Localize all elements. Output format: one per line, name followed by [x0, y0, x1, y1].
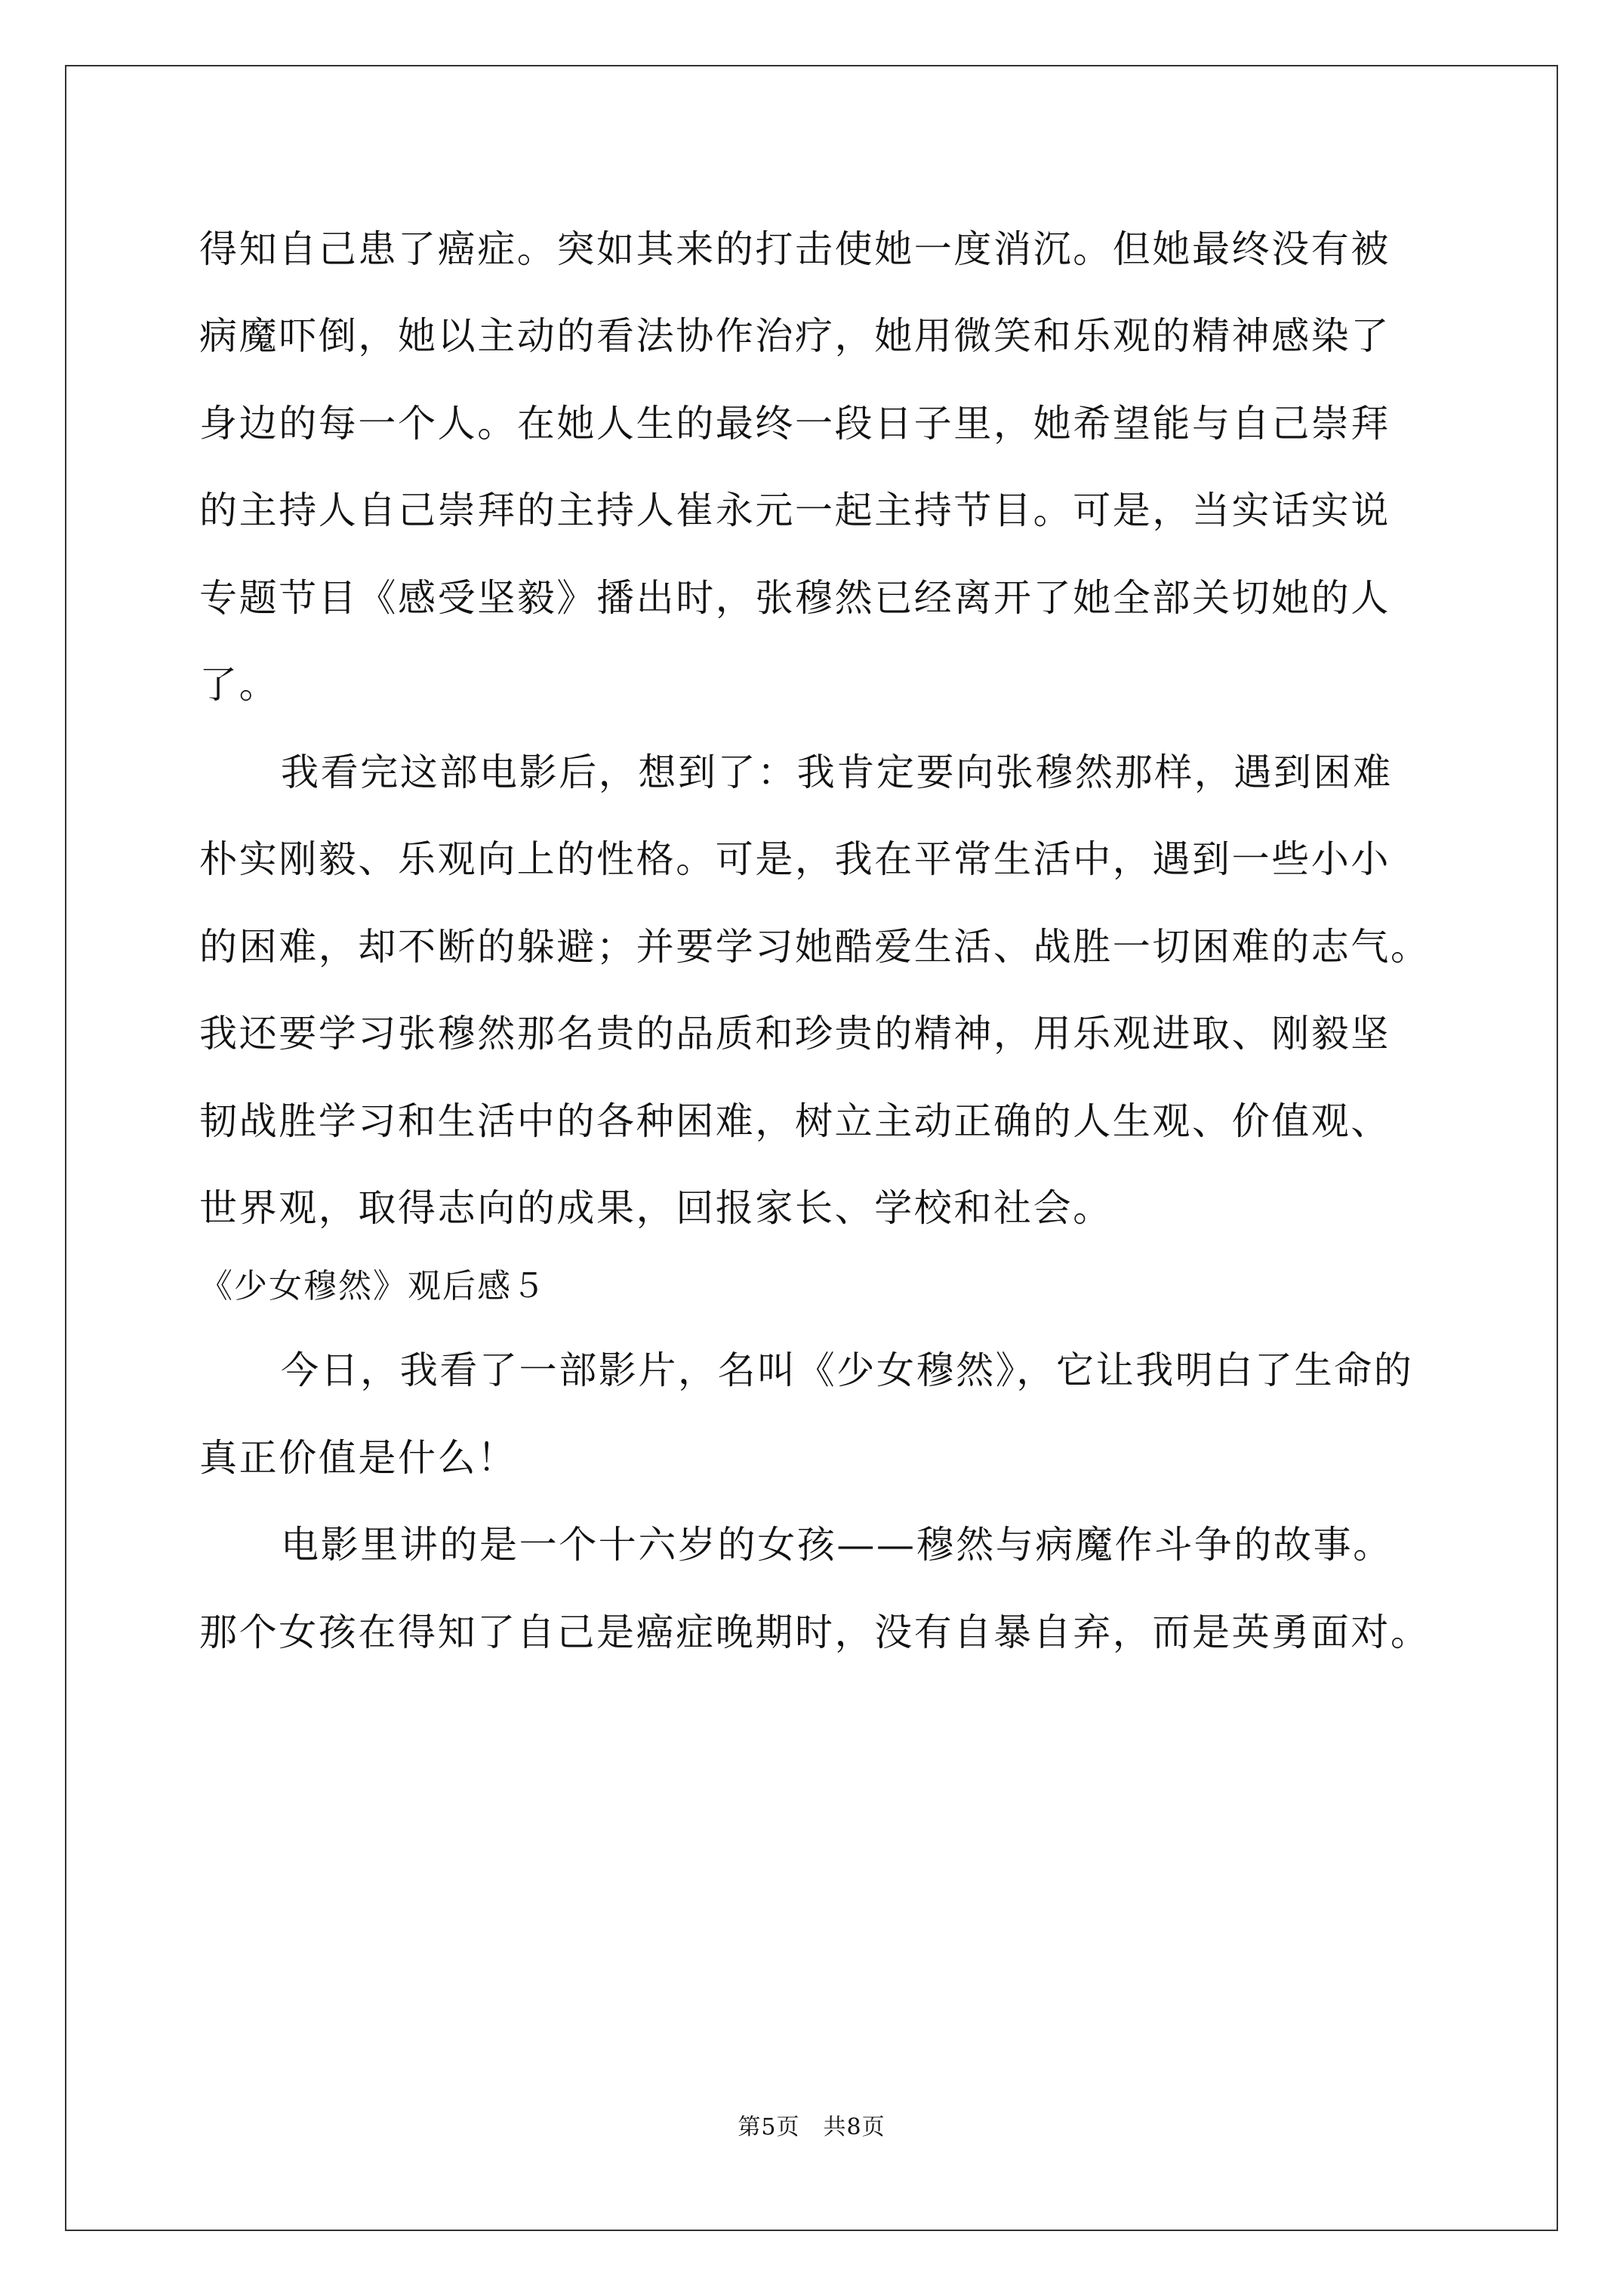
paragraph-line-8: 朴实刚毅、乐观向上的性格。可是，我在平常生活中，遇到一些小小 [199, 837, 1390, 881]
paragraph-line-2: 病魔吓倒，她以主动的看法协作治疗，她用微笑和乐观的精神感染了 [199, 314, 1390, 358]
paragraph-line-12: 世界观，取得志向的成果，回报家长、学校和社会。 [199, 1186, 1113, 1230]
paragraph-line-10: 我还要学习张穆然那名贵的品质和珍贵的精神，用乐观进取、刚毅坚 [199, 1012, 1390, 1056]
paragraph-line-15: 电影里讲的是一个十六岁的女孩——穆然与病魔作斗争的故事。 [281, 1523, 1393, 1567]
section-heading: 《少女穆然》观后感５ [199, 1267, 547, 1305]
paragraph-line-3: 身边的每一个人。在她人生的最终一段日子里，她希望能与自己崇拜 [199, 402, 1390, 445]
paragraph-line-4: 的主持人自己崇拜的主持人崔永元一起主持节目。可是，当实话实说 [199, 488, 1390, 532]
page-number-footer: 第5页 共8页 [738, 2114, 885, 2140]
paragraph-line-16: 那个女孩在得知了自己是癌症晚期时，没有自暴自弃，而是英勇面对。 [199, 1610, 1431, 1654]
paragraph-line-9: 的困难，却不断的躲避；并要学习她酷爱生活、战胜一切困难的志气。 [199, 925, 1431, 969]
paragraph-line-1: 得知自己患了癌症。突如其来的打击使她一度消沉。但她最终没有被 [199, 227, 1390, 271]
paragraph-line-13: 今日，我看了一部影片，名叫《少女穆然》，它让我明白了生命的 [281, 1348, 1414, 1392]
paragraph-line-14: 真正价值是什么！ [199, 1436, 517, 1480]
paragraph-line-7: 我看完这部电影后，想到了：我肯定要向张穆然那样，遇到困难 [281, 750, 1393, 794]
page-border [65, 65, 1558, 2231]
paragraph-line-5: 专题节目《感受坚毅》播出时，张穆然已经离开了她全部关切她的人 [199, 576, 1390, 620]
paragraph-line-11: 韧战胜学习和生活中的各种困难，树立主动正确的人生观、价值观、 [199, 1099, 1390, 1143]
paragraph-line-6: 了。 [199, 663, 279, 707]
